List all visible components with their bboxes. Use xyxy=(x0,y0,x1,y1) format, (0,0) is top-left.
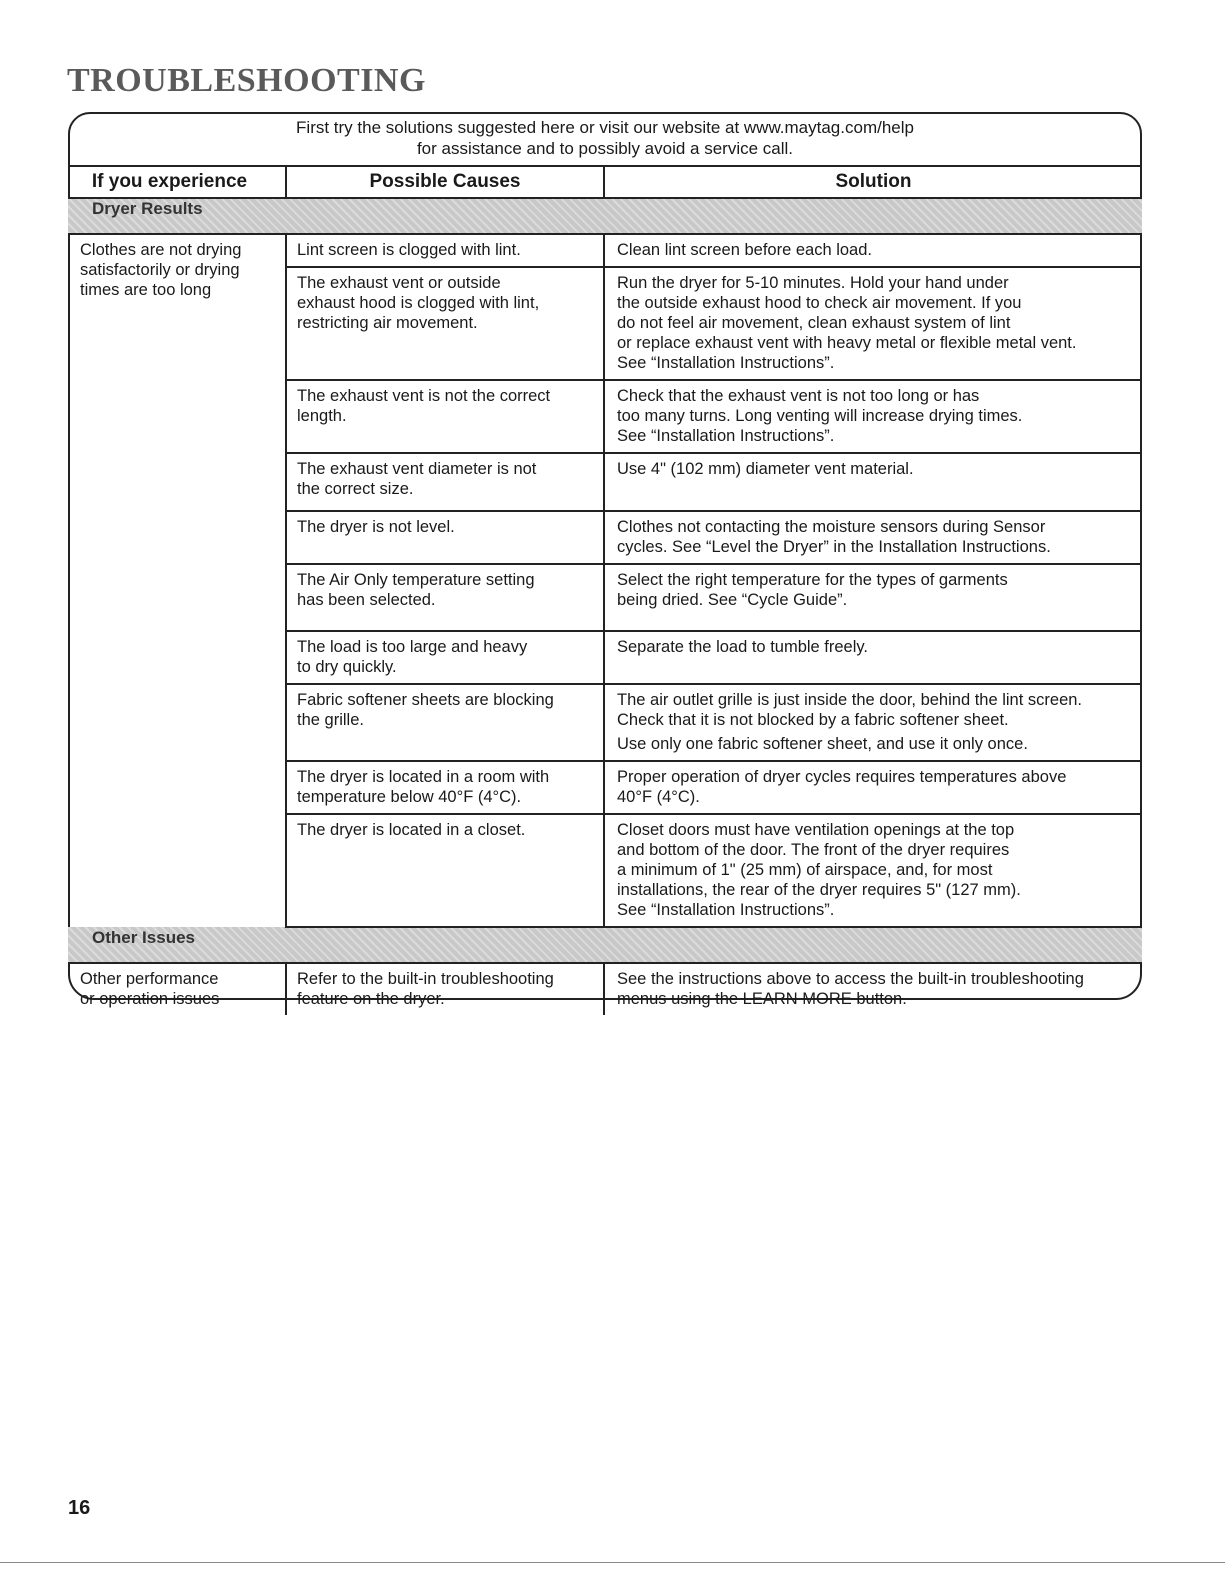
cause-line: The exhaust vent or outside xyxy=(297,274,501,292)
solution-cell xyxy=(604,761,1142,814)
cause-line: The dryer is located in a room with xyxy=(297,768,550,786)
header-solution: Solution xyxy=(604,166,1142,198)
cause-line: temperature below 40°F (4°C). xyxy=(297,788,522,806)
header-experience: If you experience xyxy=(68,166,286,198)
solution-paragraph xyxy=(617,517,1132,557)
cause-line: to dry quickly. xyxy=(297,658,397,676)
solution-cell xyxy=(604,814,1142,927)
solution-line: See “Installation Instructions”. xyxy=(617,901,835,919)
solution-line: Select the right temperature for the types of garments xyxy=(617,571,1008,589)
cause-cell xyxy=(286,380,604,453)
solution-paragraph xyxy=(617,969,1132,1009)
solution-paragraph xyxy=(617,637,1132,657)
solution-line: too many turns. Long venting will increase drying times. xyxy=(617,407,1023,425)
solution-line: menus using the LEARN MORE button. xyxy=(617,990,907,1008)
solution-line: the outside exhaust hood to check air movement. If you xyxy=(617,294,1022,312)
cause-cell xyxy=(286,511,604,564)
cause-cell xyxy=(286,631,604,684)
intro-line: for assistance and to possibly avoid a service call. xyxy=(416,139,794,158)
solution-line: Check that the exhaust vent is not too long or has xyxy=(617,387,980,405)
section-title: Dryer Results xyxy=(68,198,1142,234)
solution-paragraph xyxy=(617,273,1132,373)
solution-paragraph xyxy=(617,820,1132,920)
bottom-rule xyxy=(0,1562,1225,1563)
solution-line: See “Installation Instructions”. xyxy=(617,427,835,445)
cause-cell xyxy=(286,761,604,814)
section-row xyxy=(68,198,1142,234)
solution-cell xyxy=(604,511,1142,564)
solution-line: See the instructions above to access the built-in troubleshooting xyxy=(617,970,1084,988)
solution-line: Clean lint screen before each load. xyxy=(617,241,872,259)
solution-line: do not feel air movement, clean exhaust system of lint xyxy=(617,314,1011,332)
section-title: Other Issues xyxy=(68,927,1142,963)
cause-cell xyxy=(286,963,604,1015)
experience-line: Clothes are not drying xyxy=(80,241,242,259)
solution-line: Proper operation of dryer cycles requires temperatures above xyxy=(617,768,1067,786)
experience-line: Other performance xyxy=(80,970,219,988)
solution-cell xyxy=(604,684,1142,761)
table-header-row xyxy=(68,166,1142,198)
solution-cell xyxy=(604,234,1142,267)
solution-line: cycles. See “Level the Dryer” in the Installation Instructions. xyxy=(617,538,1051,556)
cause-line: exhaust hood is clogged with lint, xyxy=(297,294,540,312)
page-title: TROUBLESHOOTING xyxy=(67,62,426,99)
troubleshooting-table xyxy=(68,165,1142,1015)
cause-line: the correct size. xyxy=(297,480,414,498)
solution-line: and bottom of the door. The front of the dryer requires xyxy=(617,841,1010,859)
cause-cell xyxy=(286,564,604,631)
cause-line: Refer to the built-in troubleshooting xyxy=(297,970,554,988)
header-possible-causes: Possible Causes xyxy=(286,166,604,198)
cause-line: feature on the dryer. xyxy=(297,990,445,1008)
solution-line: being dried. See “Cycle Guide”. xyxy=(617,591,848,609)
cause-line: the grille. xyxy=(297,711,364,729)
cause-line: The exhaust vent is not the correct xyxy=(297,387,551,405)
experience-cell xyxy=(68,963,286,1015)
cause-line: The dryer is located in a closet. xyxy=(297,821,526,839)
section-row xyxy=(68,927,1142,963)
cause-cell xyxy=(286,234,604,267)
solution-line: installations, the rear of the dryer requires 5" (127 mm). xyxy=(617,881,1021,899)
cause-line: Fabric softener sheets are blocking xyxy=(297,691,554,709)
solution-cell xyxy=(604,453,1142,511)
solution-line: Run the dryer for 5-10 minutes. Hold your hand under xyxy=(617,274,1009,292)
cause-line: has been selected. xyxy=(297,591,436,609)
solution-paragraph xyxy=(617,734,1132,754)
solution-line: Separate the load to tumble freely. xyxy=(617,638,869,656)
solution-paragraph xyxy=(617,570,1132,610)
solution-line: 40°F (4°C). xyxy=(617,788,700,806)
experience-line: satisfactorily or drying xyxy=(80,261,240,279)
cause-cell xyxy=(286,684,604,761)
cause-line: The Air Only temperature setting xyxy=(297,571,535,589)
solution-line: Clothes not contacting the moisture sensors during Sensor xyxy=(617,518,1046,536)
cause-line: The dryer is not level. xyxy=(297,518,455,536)
cause-cell xyxy=(286,453,604,511)
solution-cell xyxy=(604,380,1142,453)
cause-line: The exhaust vent diameter is not xyxy=(297,460,537,478)
solution-line: Use only one fabric softener sheet, and use it only once. xyxy=(617,735,1028,753)
solution-paragraph xyxy=(617,459,1132,479)
solution-cell xyxy=(604,564,1142,631)
solution-line: a minimum of 1" (25 mm) of airspace, and, for most xyxy=(617,861,993,879)
solution-line: or replace exhaust vent with heavy metal or flexible metal vent. xyxy=(617,334,1077,352)
intro-text xyxy=(68,117,1142,159)
solution-line: Closet doors must have ventilation openings at the top xyxy=(617,821,1015,839)
cause-cell xyxy=(286,267,604,380)
solution-paragraph xyxy=(617,767,1132,807)
table-row xyxy=(68,963,1142,1015)
solution-line: The air outlet grille is just inside the door, behind the lint screen. xyxy=(617,691,1083,709)
solution-cell xyxy=(604,267,1142,380)
experience-line: or operation issues xyxy=(80,990,220,1008)
cause-line: The load is too large and heavy xyxy=(297,638,528,656)
solution-cell xyxy=(604,963,1142,1015)
cause-line: restricting air movement. xyxy=(297,314,478,332)
intro-line: First try the solutions suggested here or visit our website at www.maytag.com/help xyxy=(296,118,914,137)
experience-line: times are too long xyxy=(80,281,212,299)
cause-line: length. xyxy=(297,407,347,425)
solution-paragraph xyxy=(617,240,1132,260)
table-row xyxy=(68,234,1142,267)
cause-cell xyxy=(286,814,604,927)
solution-line: Use 4" (102 mm) diameter vent material. xyxy=(617,460,914,478)
experience-cell xyxy=(68,234,286,927)
solution-paragraph xyxy=(617,690,1132,730)
solution-line: Check that it is not blocked by a fabric softener sheet. xyxy=(617,711,1009,729)
page-number: 16 xyxy=(68,1497,91,1519)
solution-cell xyxy=(604,631,1142,684)
solution-line: See “Installation Instructions”. xyxy=(617,354,835,372)
cause-line: Lint screen is clogged with lint. xyxy=(297,241,521,259)
solution-paragraph xyxy=(617,386,1132,446)
